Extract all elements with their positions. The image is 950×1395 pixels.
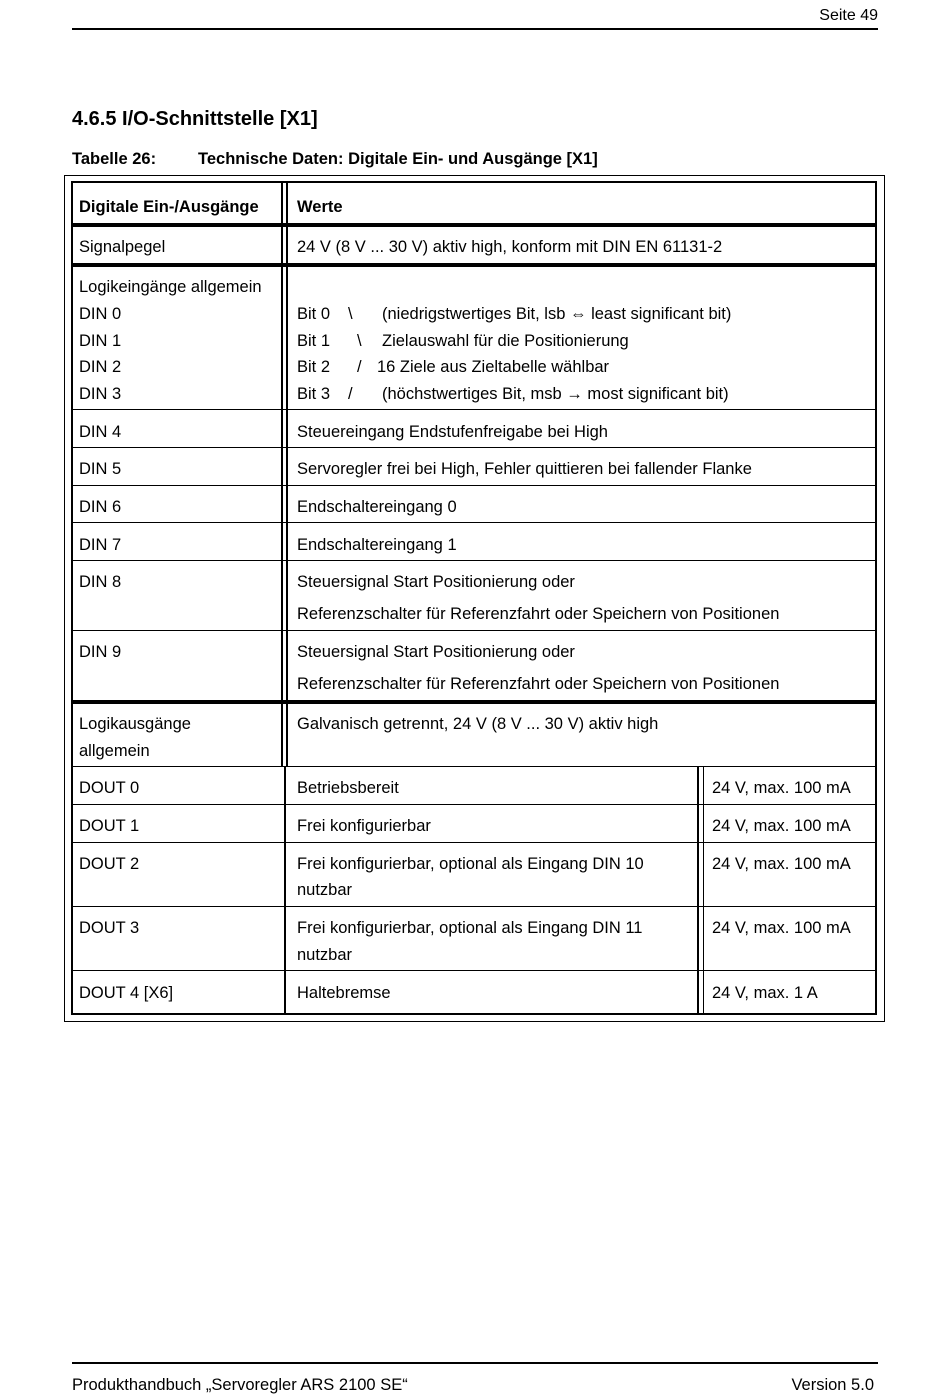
dout-label: DOUT 2 [79, 855, 140, 873]
column-divider [697, 766, 699, 1013]
row-divider [73, 265, 875, 267]
signal-level-value: 24 V (8 V ... 30 V) aktiv high, konform mit DIN EN 61131-2 [297, 238, 723, 256]
din-label: DIN 9 [79, 643, 122, 661]
logic-outputs-label-line1: Logikausgänge [79, 715, 191, 733]
bit-name: Bit 3 [297, 385, 331, 403]
din-label: DIN 1 [79, 332, 122, 350]
dout-label: DOUT 0 [79, 779, 140, 797]
column-divider [703, 766, 704, 1013]
signal-level-label: Signalpegel [79, 238, 166, 256]
dout-description: Frei konfigurierbar, optional als Eingang DIN 11 [297, 919, 643, 937]
bit-row [297, 354, 867, 381]
din-value: Endschaltereingang 0 [297, 498, 457, 516]
dout-description: Frei konfigurierbar, optional als Eingang DIN 10 [297, 855, 644, 873]
table-caption-text: Technische Daten: Digitale Ein- und Ausgänge [X1] [198, 150, 598, 168]
din-value: Endschaltereingang 1 [297, 536, 457, 554]
din-value: Steuereingang Endstufenfreigabe bei High [297, 423, 608, 441]
row-divider [73, 225, 875, 227]
din-label: DIN 4 [79, 423, 122, 441]
dout-description: Haltebremse [297, 984, 391, 1002]
row-divider [73, 702, 875, 704]
logic-inputs-heading: Logikeingänge allgemein [79, 278, 262, 296]
page-number: Seite 49 [819, 7, 878, 24]
dout-label: DOUT 1 [79, 817, 140, 835]
din-label: DIN 5 [79, 460, 122, 478]
logic-outputs-label-line2: allgemein [79, 742, 150, 760]
column-divider [281, 183, 283, 766]
bit-row [297, 301, 867, 328]
row-divider [73, 630, 875, 631]
din-label: DIN 3 [79, 385, 122, 403]
din-label: DIN 7 [79, 536, 122, 554]
din-value-line1: Steuersignal Start Positionierung oder [297, 643, 575, 661]
dout-spec: 24 V, max. 1 A [712, 984, 818, 1002]
row-divider [73, 906, 875, 907]
row-divider [73, 409, 875, 410]
column-divider [286, 183, 288, 766]
row-divider [73, 804, 875, 805]
bit-name: Bit 2 [297, 358, 331, 376]
din-label: DIN 0 [79, 305, 122, 323]
row-divider [73, 560, 875, 561]
dout-description-line2: nutzbar [297, 946, 353, 964]
dout-description: Frei konfigurierbar [297, 817, 431, 835]
din-value-line2: Referenzschalter für Referenzfahrt oder Speichern von Positionen [297, 675, 780, 693]
bit-row [297, 381, 867, 408]
table-caption-label: Tabelle 26: [72, 150, 157, 168]
dout-spec: 24 V, max. 100 mA [712, 855, 851, 873]
din-value-line2: Referenzschalter für Referenzfahrt oder Speichern von Positionen [297, 605, 780, 623]
din-label: DIN 6 [79, 498, 122, 516]
row-divider [73, 970, 875, 971]
dout-spec: 24 V, max. 100 mA [712, 779, 851, 797]
dout-description: Betriebsbereit [297, 779, 399, 797]
column-header-io: Digitale Ein-/Ausgänge [79, 198, 259, 216]
dout-description-line2: nutzbar [297, 881, 353, 899]
column-divider [284, 766, 286, 1013]
footer-document-title: Produkthandbuch „Servoregler ARS 2100 SE“ [72, 1376, 408, 1394]
row-divider [73, 522, 875, 523]
page-footer [72, 1362, 878, 1394]
footer-version: Version 5.0 [791, 1376, 874, 1394]
row-divider [73, 447, 875, 448]
bit-name: Bit 0 [297, 305, 331, 323]
bit-name: Bit 1 [297, 332, 331, 350]
din-label: DIN 8 [79, 573, 122, 591]
bit-description: 16 Ziele aus Zieltabelle wählbar [377, 358, 610, 376]
dout-spec: 24 V, max. 100 mA [712, 919, 851, 937]
row-divider [73, 485, 875, 486]
bit-bracket-mark: \ [348, 305, 353, 323]
row-divider [73, 766, 875, 767]
dout-spec: 24 V, max. 100 mA [712, 817, 851, 835]
bit-description: (niedrigstwertiges Bit, lsb ⇔ least significant bit) [382, 305, 732, 323]
row-divider [73, 842, 875, 843]
column-header-values: Werte [297, 198, 343, 216]
bit-description: (höchstwertiges Bit, msb → most significant bit) [382, 385, 729, 403]
din-value: Servoregler frei bei High, Fehler quittieren bei fallender Flanke [297, 460, 752, 478]
page-header [72, 6, 878, 30]
dout-label: DOUT 3 [79, 919, 140, 937]
bit-bracket-mark: / [348, 385, 353, 403]
bit-bracket-mark: \ [357, 332, 362, 350]
din-label: DIN 2 [79, 358, 122, 376]
logic-outputs-value: Galvanisch getrennt, 24 V (8 V ... 30 V) aktiv high [297, 715, 659, 733]
bit-description: Zielauswahl für die Positionierung [382, 332, 629, 350]
din-value-line1: Steuersignal Start Positionierung oder [297, 573, 575, 591]
bit-row [297, 328, 867, 355]
bit-bracket-mark: / [357, 358, 362, 376]
table-caption [72, 150, 598, 169]
dout-label: DOUT 4 [X6] [79, 984, 174, 1002]
section-title: 4.6.5 I/O-Schnittstelle [X1] [72, 108, 318, 130]
